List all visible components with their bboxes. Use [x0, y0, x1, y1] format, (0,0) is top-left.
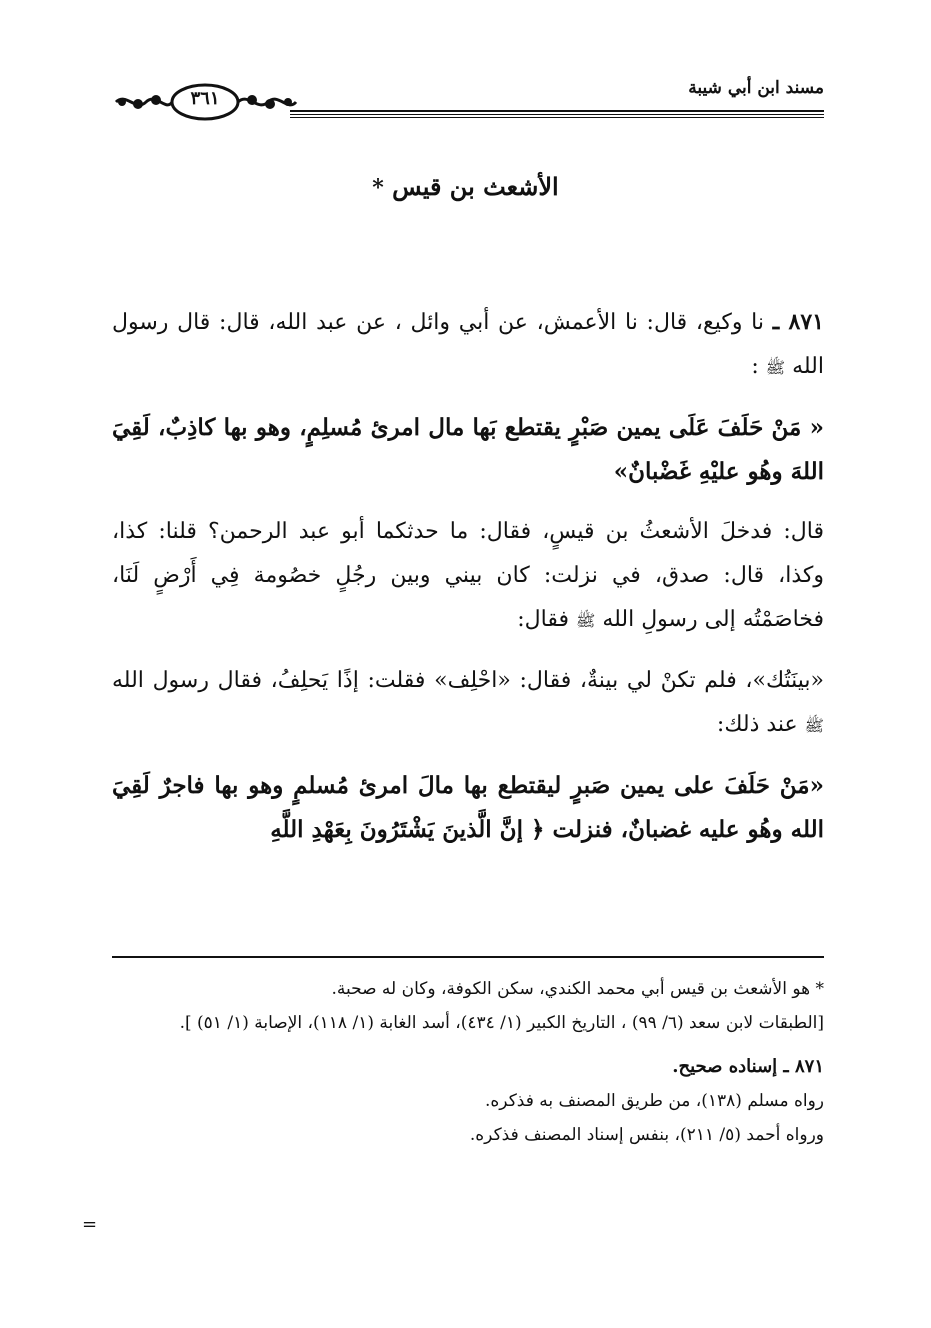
- hadith-matn-1: « مَنْ حَلَفَ عَلَى يمين صَبْرٍ يقتطع بَها مال امرئ مُسلِمٍ، وهو بها كاذِبٌ، لَقِيَ اللهَ وهُو عليْهِ غَضْبانٌ»: [112, 414, 824, 485]
- footnote-grading: ٨٧١ ـ إسناده صحيح.: [672, 1056, 824, 1077]
- isnad-text: نا وكيع، قال: نا الأعمش، عن أبي وائل ، عن عبد الله، قال: قال رسول الله: [112, 310, 824, 379]
- main-text: [112, 300, 824, 868]
- running-title: مسند ابن أبي شيبة: [688, 78, 824, 98]
- page-number: ٣٦١: [190, 88, 220, 109]
- hadith-number: ٨٧١ ـ: [772, 309, 824, 335]
- narration-paragraph: [112, 510, 824, 643]
- dialogue-end: عند ذلك:: [716, 712, 798, 737]
- section-title-text: الأشعث بن قيس: [392, 172, 559, 201]
- header-rules: [290, 110, 824, 120]
- continuation-mark: =: [82, 1214, 98, 1235]
- footnote-divider: [112, 956, 824, 958]
- hadith-matn-2: «مَنْ حَلَفَ على يمين صَبرٍ ليقتطع بها مالَ امرئ مُسلمٍ وهو بها فاجرٌ لَقِيَ الله وهُو عليه غضبانٌ، فنزلت ﴿ إنَّ الَّذينَ يَشْتَرُونَ بِعَهْدِ اللَّهِ: [112, 772, 824, 843]
- footnote-takhrij-muslim: رواه مسلم (١٣٨)، من طريق المصنف به فذكره.: [485, 1091, 824, 1111]
- footnotes: [112, 972, 824, 1152]
- dialogue-paragraph: [112, 659, 824, 748]
- hadith-intro: [112, 300, 824, 390]
- narration-end: فقال:: [517, 607, 569, 632]
- footnote-sources: [الطبقات لابن سعد (٦/ ٩٩) ، التاريخ الكبير (١/ ٤٣٤)، أسد الغابة (١/ ١١٨)، الإصابة (١/ ٥١) ].: [179, 1013, 824, 1033]
- footnote-marker: *: [372, 175, 384, 201]
- narration-text: قال: فدخلَ الأشعثُ بن قيسٍ، فقال: ما حدثكما أبو عبد الرحمن؟ قلنا: كذا، وكذا، قال: صدق، في نزلت: كان بيني وبين رجُلٍ خصُومة فِي أَرْضٍ لَنَا، فخاصَمْتُه إلى رسولِ الله: [112, 519, 824, 632]
- footnote-takhrij-ahmad: ورواه أحمد (٥/ ٢١١)، بنفس إسناد المصنف فذكره.: [469, 1125, 824, 1145]
- isnad-end: :: [751, 354, 759, 379]
- footnote-biography: * هو الأشعث بن قيس أبي محمد الكندي، سكن الكوفة، وكان له صحبة.: [331, 979, 824, 999]
- honorific-glyph: ﷺ: [575, 611, 596, 630]
- page-header: [112, 68, 824, 130]
- section-title: [0, 172, 931, 201]
- honorific-glyph: ﷺ: [804, 716, 824, 735]
- honorific-glyph: ﷺ: [765, 358, 786, 377]
- dialogue-text: «بينَتُك»، فلم تكنْ لي بينةٌ، فقال: «احْلِف» فقلت: إذًا يَحلِفُ، فقال رسول الله: [112, 668, 824, 693]
